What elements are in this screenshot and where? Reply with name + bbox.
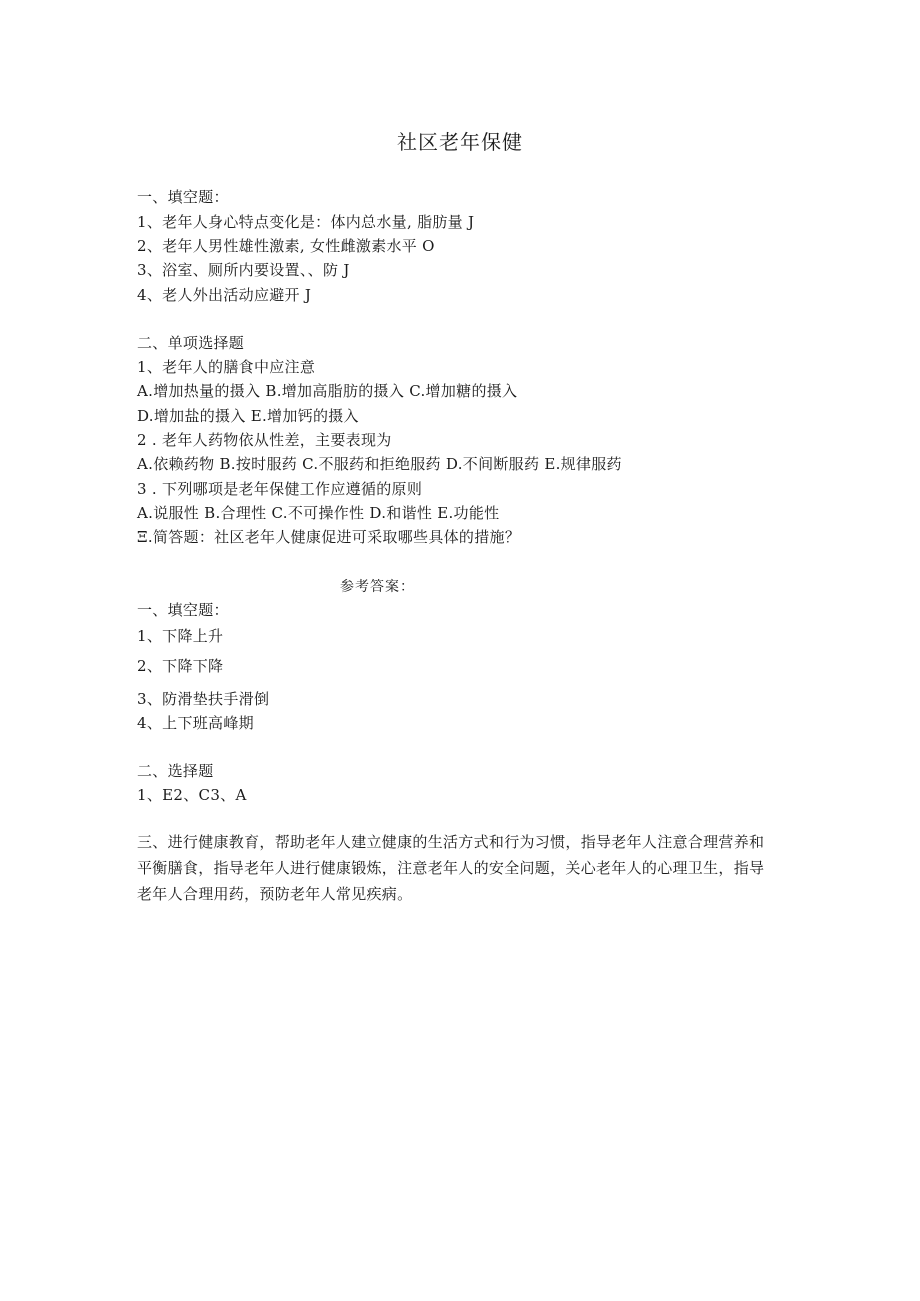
options-line: A.增加热量的摄入 B.增加高脂肪的摄入 C.增加糖的摄入: [137, 382, 518, 400]
options-line: A.依赖药物 B.按时服药 C.不服药和拒绝服药 D.不间断服药 E.规律服药: [137, 455, 622, 473]
options-line: D.增加盐的摄入 E.增加钙的摄入: [137, 407, 359, 425]
answer-fill-heading: 一、填空题：: [137, 601, 229, 619]
question-line: 3 . 下列哪项是老年保健工作应遵循的原则: [137, 480, 423, 498]
single-choice-heading: 二、单项选择题: [137, 334, 245, 352]
question-line: 1、老年人的膳食中应注意: [137, 358, 316, 376]
options-line: A.说服性 B.合理性 C.不可操作性 D.和谐性 E.功能性: [137, 504, 500, 522]
short-answer-question: Ξ.简答题：社区老年人健康促进可采取哪些具体的措施？: [137, 528, 521, 546]
answer-key-heading: 参考答案：: [340, 579, 415, 595]
page-title: 社区老年保健: [397, 130, 523, 154]
fill-in-item: 4、老人外出活动应避开 J: [137, 286, 312, 304]
answer-fill-item: 1、下降上升: [137, 627, 224, 645]
answer-choice-heading: 二、选择题: [137, 762, 214, 780]
fill-in-item: 2、老年人男性雄性激素, 女性雌激素水平 O: [137, 237, 435, 255]
fill-in-item: 3、浴室、厕所内要设置、、防 J: [137, 261, 350, 279]
answer-short-answer: 三、进行健康教育，帮助老年人建立健康的生活方式和行为习惯，指导老年人注意合理营养和平衡膳食，指导老年人进行健康锻炼，注意老年人的安全问题，关心老年人的心理卫生，指导老年人合理用药，预防老年人常见疾病。: [137, 833, 765, 903]
question-line: 2 . 老年人药物依从性差，主要表现为: [137, 431, 392, 449]
answer-fill-item: 2、下降下降: [137, 657, 224, 675]
answer-fill-item: 3、防滑垫扶手滑倒: [137, 690, 270, 708]
fill-in-item: 1、老年人身心特点变化是：体内总水量, 脂肪量 J: [137, 213, 475, 231]
answer-fill-item: 4、上下班高峰期: [137, 714, 254, 732]
answer-choice-line: 1、E2、C3、A: [137, 786, 247, 804]
fill-in-heading: 一、填空题：: [137, 188, 229, 206]
